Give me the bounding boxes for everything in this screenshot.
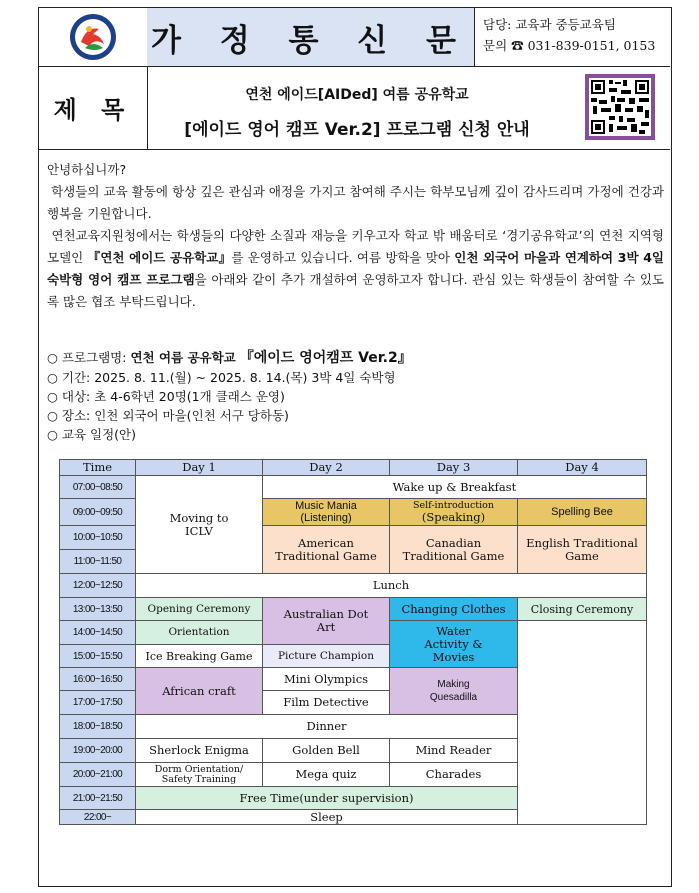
- time-cell: 17:00~17:50: [60, 691, 136, 715]
- charades-cell: Charades: [390, 763, 518, 787]
- mini-cell: Mini Olympics: [263, 668, 390, 691]
- opening-cell: Opening Ceremony: [136, 598, 263, 621]
- closing-cell: Closing Ceremony: [518, 598, 647, 621]
- paragraph-2: 연천교육지원청에서는 학생들의 다양한 소질과 재능을 키우고자 학교 밖 배움터로 ‘경기공유학교’의 연천 지역형 모델인 『연천 에이드 공유학교』를 운영하고 있습니다. 여름 방학을 맞아 인천 외국어 마을과 연계하여 3박 4일 숙박형 영어 캠프 프로그램을 아래와 같이 추가 개설하여 운영하고자 합니다. 관심 있는 학생들이 참여할 수 있도록 많은 협조 부탁드립니다.: [47, 228, 664, 309]
- english-cell: English Traditional Game: [518, 526, 647, 574]
- dinner-cell: Dinner: [136, 715, 518, 739]
- selfintro-cell: Self-introduction (Speaking): [390, 499, 518, 526]
- header-day3: Day 3: [390, 460, 518, 476]
- time-cell: 13:00~13:50: [60, 598, 136, 621]
- changing-cell: Changing Clothes: [390, 598, 518, 621]
- african-cell: African craft: [136, 668, 263, 715]
- time-cell: 11:00~11:50: [60, 550, 136, 574]
- header-day2: Day 2: [263, 460, 390, 476]
- table-row: [60, 574, 647, 598]
- detail-target: ○ 대상: 초 4-6학년 20명(1개 클래스 운영): [47, 389, 285, 404]
- time-cell: 18:00~18:50: [60, 715, 136, 739]
- dorm-cell: Dorm Orientation/ Safety Training: [136, 763, 263, 787]
- time-cell: 21:00~21:50: [60, 787, 136, 810]
- making-cell: Making Quesadilla: [390, 668, 518, 715]
- logo-cell: [39, 8, 148, 66]
- document-title-cell: [147, 8, 475, 66]
- education-office-logo-icon: [63, 12, 123, 62]
- moving-cell: Moving to ICLV: [136, 476, 263, 574]
- header-time: Time: [60, 460, 136, 476]
- contact-info: [474, 8, 670, 66]
- table-header-row: [60, 460, 647, 476]
- time-cell: 16:00~16:50: [60, 668, 136, 691]
- program-details: [47, 348, 664, 444]
- lunch-cell: Lunch: [136, 574, 647, 598]
- detail-place: ○ 장소: 인천 외국어 마을(인천 서구 당하동): [47, 408, 289, 423]
- document-title: 가 정 통 신 문: [151, 22, 470, 59]
- free-time-cell: Free Time(under supervision): [136, 787, 518, 810]
- wake-cell: Wake up & Breakfast: [263, 476, 647, 499]
- icebreak-cell: Ice Breaking Game: [136, 645, 263, 668]
- time-cell: 07:00~08:50: [60, 476, 136, 499]
- greeting: 안녕하십니까?: [47, 162, 127, 177]
- detail-period: ○ 기간: 2025. 8. 11.(월) ~ 2025. 8. 14.(목) 3박 4일 숙박형: [47, 370, 396, 385]
- water-cell: Water Activity & Movies: [390, 621, 518, 668]
- time-cell: 20:00~21:00: [60, 763, 136, 787]
- subject-row: [39, 66, 670, 150]
- orientation-cell: Orientation: [136, 621, 263, 645]
- header-day4: Day 4: [518, 460, 647, 476]
- notice-frame: [38, 7, 672, 887]
- day4-empty-cell: [518, 621, 647, 825]
- paragraph-1: 학생들의 교육 활동에 항상 깊은 관심과 애정을 가지고 참여해 주시는 학부모님께 깊이 감사드리며 가정에 건강과 행복을 기원합니다.: [47, 184, 664, 221]
- time-cell: 14:00~14:50: [60, 621, 136, 645]
- subject-label: 제 목: [39, 66, 148, 149]
- canadian-cell: Canadian Traditional Game: [390, 526, 518, 574]
- picture-cell: Picture Champion: [263, 645, 390, 668]
- qr-code-icon: [589, 78, 651, 136]
- contact-phone: 문의 ☎ 031-839-0151, 0153: [483, 38, 656, 53]
- table-row: [60, 476, 647, 499]
- subject-cell: [147, 66, 567, 149]
- time-cell: 15:00~15:50: [60, 645, 136, 668]
- american-cell: American Traditional Game: [263, 526, 390, 574]
- time-cell: 22:00~: [60, 810, 136, 825]
- sherlock-cell: Sherlock Enigma: [136, 739, 263, 763]
- music-cell: Music Mania (Listening): [263, 499, 390, 526]
- table-row: [60, 598, 647, 621]
- header-day1: Day 1: [136, 460, 263, 476]
- time-cell: 12:00~12:50: [60, 574, 136, 598]
- qr-code[interactable]: [585, 74, 655, 140]
- subject-line-1: 연천 에이드[AIDed] 여름 공유학교: [245, 87, 469, 103]
- sleep-cell: Sleep: [136, 810, 518, 825]
- schedule-table: [59, 459, 647, 825]
- spelling-cell: Spelling Bee: [518, 499, 647, 526]
- detail-schedule: ○ 교육 일정(안): [47, 427, 136, 442]
- film-cell: Film Detective: [263, 691, 390, 715]
- time-cell: 09:00~09:50: [60, 499, 136, 526]
- mega-cell: Mega quiz: [263, 763, 390, 787]
- golden-cell: Golden Bell: [263, 739, 390, 763]
- subject-line-2: [에이드 영어 캠프 Ver.2] 프로그램 신청 안내: [184, 120, 530, 140]
- letter-body: [47, 159, 664, 313]
- time-cell: 19:00~20:00: [60, 739, 136, 763]
- contact-department: 담당: 교육과 중등교육팀: [483, 17, 616, 32]
- mind-cell: Mind Reader: [390, 739, 518, 763]
- australian-cell: Australian Dot Art: [263, 598, 390, 645]
- header-row: [39, 8, 670, 67]
- detail-program: ○ 프로그램명: 연천 여름 공유학교 『에이드 영어캠프 Ver.2』: [47, 350, 412, 366]
- time-cell: 10:00~10:50: [60, 526, 136, 550]
